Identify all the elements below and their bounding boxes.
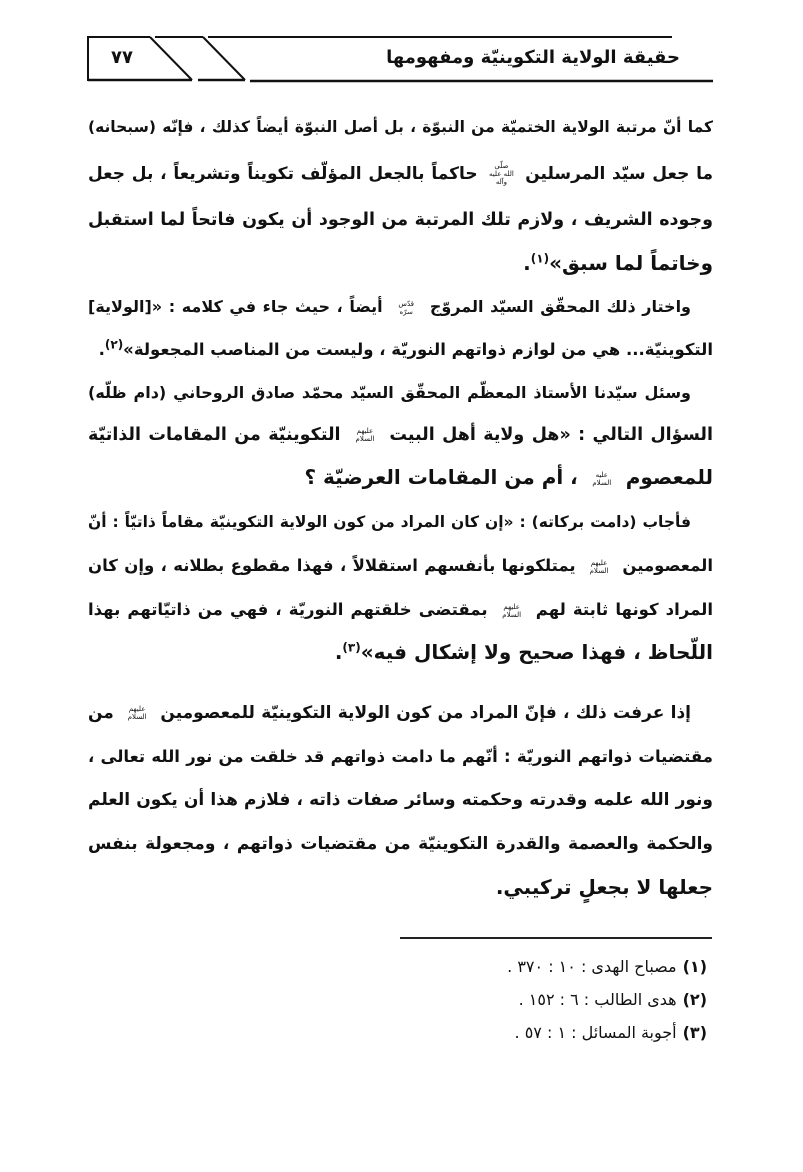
honorific-mark: عليه السلام [592, 470, 612, 487]
honorific-mark: قدّس سرّه [398, 299, 414, 316]
line-text: . [523, 251, 531, 275]
page-number: ٧٧ [111, 47, 133, 68]
footnote-text: مصباح الهدى : ١٠ : ٣٧٠ . [507, 957, 677, 976]
line-text: اللّحاظ ، فهذا صحيح ولا إشكال فيه» [360, 640, 713, 664]
footnote [377, 952, 707, 982]
line-text: وجوده الشريف ، ولازم تلك المرتبة من الوجود أن يكون فاتحاً لما استقبل [88, 210, 713, 230]
body-line [88, 590, 713, 630]
body-line [88, 457, 713, 497]
body-line [88, 330, 713, 370]
line-text: ونور الله علمه وقدرته وحكمته وسائر صفات ذاته ، فلازم هذا أن يكون العلم [88, 790, 713, 810]
footnote [377, 985, 707, 1015]
line-text: ، أم من المقامات العرضيّة ؟ [304, 465, 578, 489]
line-text: ما جعل سيّد المرسلين [525, 164, 713, 184]
line-text: واختار ذلك المحقّق السيّد المروّج [429, 297, 692, 316]
line-text: كما أنّ مرتبة الولاية الختميّة من النبوّة ، بل أصل النبوّة أيضاً كذلك ، فإنّه (سبحانه) [88, 118, 713, 136]
body-line [88, 287, 713, 327]
line-text: وخاتماً لما سبق» [549, 251, 713, 275]
honorific-mark: عليهم السلام [589, 558, 609, 575]
line-text: التكوينيّة... هي من لوازم ذواتهم النوريّة ، وليست من المناصب المجعولة» [123, 340, 713, 359]
footnote-number: (٣) [682, 1023, 707, 1042]
line-text: جعلها لا بجعلٍ تركيبي. [495, 875, 713, 899]
body-line [88, 693, 713, 733]
line-text: بمقتضى خلقتهم النوريّة ، فهي من ذاتيّاتهم بهذا [88, 600, 488, 619]
body-line [88, 373, 713, 413]
line-text: من [88, 703, 114, 723]
footnote-text: أجوبة المسائل : ١ : ٥٧ . [514, 1023, 677, 1042]
footnote-ref[interactable]: (٣) [342, 640, 361, 655]
line-text: وسئل سيّدنا الأستاذ المعظّم المحقّق السيّد محمّد صادق الروحاني (دام ظلّه) [88, 383, 691, 402]
line-text: للمعصوم [625, 465, 713, 489]
line-text: المراد كونها ثابتة لهم [535, 600, 713, 619]
line-text: والحكمة والعصمة والقدرة التكوينيّة من مقتضيات ذواتهم ، ومجعولة بنفس [88, 834, 713, 854]
line-text: مقتضيات ذواتهم النوريّة : أنّهم ما دامت ذواتهم قد خلقت من نور الله تعالى ، [88, 747, 713, 766]
honorific-mark: صلّى الله عليه وآله [489, 162, 514, 186]
body-text [88, 0, 713, 920]
body-line [88, 154, 713, 194]
line-text: حاكماً بالجعل المؤلّف تكويناً وتشريعاً ، بل جعل [88, 164, 478, 184]
line-text: أيضاً ، حيث جاء في كلامه : «[الولاية] [88, 297, 383, 316]
footnote-number: (٢) [682, 990, 707, 1009]
line-text: . [334, 640, 343, 664]
honorific-mark: عليهم السلام [127, 705, 147, 721]
body-line [88, 824, 713, 864]
body-line [88, 415, 713, 455]
footnote-number: (١) [682, 957, 707, 976]
line-text: التكوينيّة من المقامات الذاتيّة [88, 425, 341, 445]
line-text: . [98, 340, 105, 359]
body-line [88, 867, 713, 907]
footnote-ref[interactable]: (٢) [104, 337, 124, 352]
footnote-text: هدى الطالب : ٦ : ١٥٢ . [518, 990, 677, 1009]
body-line [88, 200, 713, 240]
body-line [88, 502, 713, 542]
running-title: حقيقة الولاية التكوينيّة ومفهومها [386, 47, 680, 68]
body-line [88, 632, 713, 672]
line-text: يمتلكونها بأنفسهم استقلالاً ، فهذا مقطوع بطلانه ، وإن كان [88, 556, 576, 575]
body-line [88, 737, 713, 777]
honorific-mark: عليهم السلام [502, 602, 522, 619]
line-text: إذا عرفت ذلك ، فإنّ المراد من كون الولاية التكوينيّة للمعصومين [160, 703, 692, 723]
line-text: السؤال التالي : «هل ولاية أهل البيت [389, 425, 713, 445]
line-text: فأجاب (دامت بركاته) : «إن كان المراد من كون الولاية التكوينيّة مقاماً ذاتيّاً : أنّ [88, 513, 691, 531]
body-line [88, 107, 713, 147]
footnote [377, 1018, 707, 1048]
body-line [88, 546, 713, 586]
body-line [88, 780, 713, 820]
footnote-ref[interactable]: (١) [530, 251, 550, 266]
body-line [88, 243, 713, 283]
footnote-separator [400, 937, 712, 939]
line-text: المعصومين [622, 556, 713, 575]
honorific-mark: عليهم السلام [355, 427, 375, 443]
